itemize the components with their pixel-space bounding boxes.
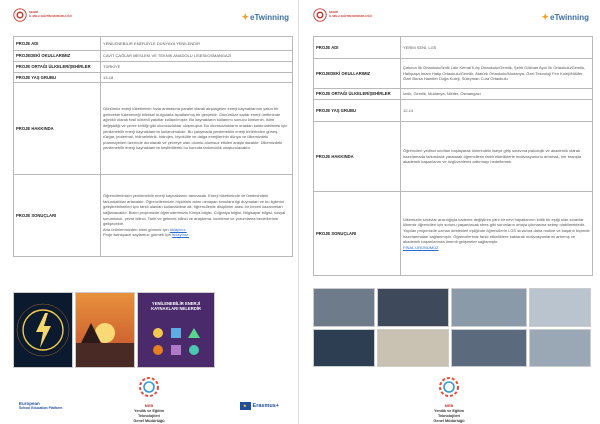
row-label: PROJE ORTAĞI ÜLKELER/ŞEHİRLER (14, 62, 101, 73)
twinspace-link[interactable]: tıklayınız. (172, 232, 190, 238)
logo-line1: ŞEHRİ (329, 10, 339, 15)
european-school-text: European (19, 401, 40, 406)
meb-gear-icon (138, 376, 160, 398)
product-link[interactable]: tıklayınız. (169, 226, 187, 232)
page-header (5, 8, 295, 30)
meb-logo (313, 8, 372, 22)
sunset-icon (76, 293, 134, 367)
row-value: 13-18 (101, 73, 293, 83)
page-footer (5, 372, 295, 422)
row-label: PROJE ORTAĞI ÜLKELER/ŞEHİRLER (314, 89, 401, 100)
right-photos (313, 288, 593, 364)
meb-gear-icon (438, 376, 460, 398)
row-label: PROJE HAKKINDA (314, 122, 401, 192)
meb-emblem-icon (313, 8, 327, 22)
table-row (314, 37, 593, 59)
row-label: PROJE SONUÇLARI (314, 192, 401, 276)
european-school-sub: School Education Platform (19, 406, 63, 410)
photo-6 (377, 329, 449, 367)
row-value: TÜRKİYE (101, 62, 293, 73)
meb-subtitle-2: Genel Müdürlüğü (433, 419, 465, 424)
energy-icons (138, 293, 214, 367)
table-row (314, 122, 593, 192)
page-footer (305, 372, 595, 422)
row-value: İznik, Gemlik, Mudanya, Nilüfer, Osmangazi (401, 89, 593, 100)
logo-line1: ŞEHRİ (29, 10, 39, 15)
table-row (14, 62, 293, 73)
row-value (101, 175, 293, 257)
row-value: Günümüz enerji tüketiminin hızla artmasına paralel olarak alışılagelen enerji kaynaklarının yakın bir gelecekte tükeneceği bilimsel bulgularla ispatlanmış bir gerçektir. Günümüze kadar enerji üretiminde ağırlıklı olarak fosil kökenli yakıtlar kullanılmıştır. Bu kaynakların kullanımı sonucu kimsenin, iklim değişikliği ve çevre kirliliği gibi olumsuzluklar oluşmuştur. Bu olumsuzlukların ortadan kaldırılabilmesi için yenilenebilir enerji kaynaklarının kullanılmalıdır. Bu çalışmada yenilenebilir enerji türlerinden güneş, rüzgar, jeotermal, hidroelektrik, hidrojen, biyokütle ve dalga enerjilerinin dünya ve ülkemizdeki potansiyelleri üzerinde durulacak ve çevreye olan olumlu-olumsuz etkileri araştırılacaktır. Ülkemizdeki yenilenebilir enerji kaynaklarının keşfedilerek bu konuda farkındalık oluşturulacaktır. (101, 83, 293, 175)
table-row (14, 37, 293, 51)
poster-title: YENİLENEBİLİR ENERJİ KAYNAKLARI NELERDİR (151, 301, 201, 311)
etwinning-text: eTwinning (250, 13, 289, 22)
left-photos (13, 292, 293, 366)
logo-line2: İL MİLLİ EĞİTİM MÜDÜRLÜĞÜ (329, 14, 372, 18)
row-value (401, 192, 593, 276)
row-label: PROJE HAKKINDA (14, 83, 101, 175)
page-header (305, 8, 595, 30)
poster (137, 292, 215, 368)
erasmus-text: Erasmus+ (252, 402, 279, 409)
photo-lightning (13, 292, 73, 368)
row-value: Çakırca İlk Ortaokulu/İznik Lale Kemal Kılıç Ortaokulu/Gemlik, Şehit Gökhan Aydı İlk Ortaokulu/Gemlik, Hallıpaşa İmam Hatip Ortaokulu/Gemlik, Atatürk Ortaokulu/Mudanya, Özel Teknoloji Fen Koleji/Nilüfer, Özel Bursa Hamiter Doğa Koleji, Süleyman Cura Ortaokulu (401, 59, 593, 89)
row-label: PROJE ADI (314, 37, 401, 59)
meb-footer-logo (423, 376, 475, 424)
results-text: Ülkemizde sınavlar aracılığıyla kademe değiştiren yani bir nevi hayatlarının kritik bir eşiği olan sınavlar ülkemiz öğrencileri için sorunu yaşanılacak stres gibi sorunların ortaya çıkmasına sebep olabilmektedir. Yapılan projemizde uzman destekleri eşliğinde öğrencilerin LGS sınavına daha motive ve başarılı biçimde hazırlanmaları sağlanmıştır. Öğrencilerimiz farklı etkinliklere katılarak motivasyonlarını artırmış ve akademik başarılarında önemli gelişmeler sağlamıştır. (403, 216, 590, 245)
link2-prefix: Proje twinspace sayfamızı görmek için (103, 232, 172, 238)
row-label: PROJEDEKİ OKULLARIMIZ (14, 51, 101, 62)
row-label: PROJE ADI (14, 37, 101, 51)
photo-7 (451, 329, 527, 367)
table-row (314, 89, 593, 100)
final-product-link[interactable]: FİNAL ÜRÜNÜMÜZ (403, 244, 439, 250)
meb-footer-logo (123, 376, 175, 424)
photo-4 (529, 288, 591, 327)
table-row (14, 73, 293, 83)
meb-title: MEB (444, 404, 454, 408)
table-row (314, 192, 593, 276)
table-row (314, 100, 593, 122)
row-value: CAVİT ÇAĞLAR MESLEKİ VE TEKNİK ANADOLU LİSESİ/OSMANGAZİ (101, 51, 293, 62)
row-label: PROJE YAŞ GRUBU (14, 73, 101, 83)
photo-1 (313, 288, 375, 327)
star-icon: ✦ (541, 12, 550, 22)
row-label: PROJEDEKİ OKULLARIMIZ (314, 59, 401, 89)
row-value: YERİM SENİ, LGS (401, 37, 593, 59)
photo-3 (451, 288, 527, 327)
right-page (305, 0, 595, 424)
photo-sunset (75, 292, 135, 368)
table-row (14, 51, 293, 62)
meb-subtitle: Yenilik ve Eğitim Teknolojileri (434, 409, 464, 418)
table-row (14, 83, 293, 175)
photo-2 (377, 288, 449, 327)
left-info-table (13, 36, 293, 257)
table-row (314, 59, 593, 89)
row-label: PROJE SONUÇLARI (14, 175, 101, 257)
lightning-bulb-icon (14, 293, 72, 367)
meb-emblem-icon (13, 8, 27, 22)
row-value: Öğrencileri yedinci sınıftan başlayarak önlerindeki liseye giriş sınavına psikolojik ve akademik olarak hazırlamada farkındalık yaratarak öğrencilerin farklı etkinliklerle motivasyonunu artırmak, her branşta akademik başarılarını ve özgüvenlerini arttırmayı hedeflemek. (401, 122, 593, 192)
etwinning-logo (541, 12, 589, 23)
eu-flag-icon (240, 402, 251, 410)
meb-subtitle-2: Genel Müdürlüğü (133, 419, 165, 424)
row-value: 12-14 (401, 100, 593, 122)
erasmus-logo (240, 402, 279, 410)
results-text: Öğrencilerimizin yenilenebilir enerji kaynaklarını tanınacak. Enerji tüketiminde ve üretimindeki farkındalıklar artacaktır. Öğrencilerimizin hiçbirinin adım olmayan konulara ilgi duymaları ve bu ilgilerini geliştirebilmeleri için farklı alanları kullanabilme ait, öğrencilerde disiplinler arası bir beceri kazanımları sağlanacaktır. Bizim projemizde öğrencilerimizin Kimya bilgisi, Coğrafya bilgisi, Bilgisayar bilgisi, sosyal sorumluluk, çevre bilinci, Tarih ve gelecek bilinci ve araştırma, inceleme ve yorumlama becerilerinin gelişecektir. (103, 193, 286, 227)
link1-prefix: Ana ürünlerimizden birini görmek için (103, 226, 169, 232)
meb-subtitle: Yenilik ve Eğitim Teknolojileri (134, 409, 164, 418)
left-page (5, 0, 295, 424)
etwinning-logo (241, 12, 289, 23)
logo-line2: İL MİLLİ EĞİTİM MÜDÜRLÜĞÜ (29, 14, 72, 18)
row-value: YENİLENEBİLİR ENERJİYLE DÜNYAYA YENİLENDİR (101, 37, 293, 51)
star-icon: ✦ (241, 12, 250, 22)
right-info-table (313, 36, 593, 276)
table-row (14, 175, 293, 257)
etwinning-text: eTwinning (550, 13, 589, 22)
meb-logo (13, 8, 72, 22)
european-school-logo (19, 401, 62, 411)
photo-5 (313, 329, 375, 367)
meb-title: MEB (144, 404, 154, 408)
page-divider (298, 0, 299, 424)
row-label: PROJE YAŞ GRUBU (314, 100, 401, 122)
photo-8 (529, 329, 591, 367)
